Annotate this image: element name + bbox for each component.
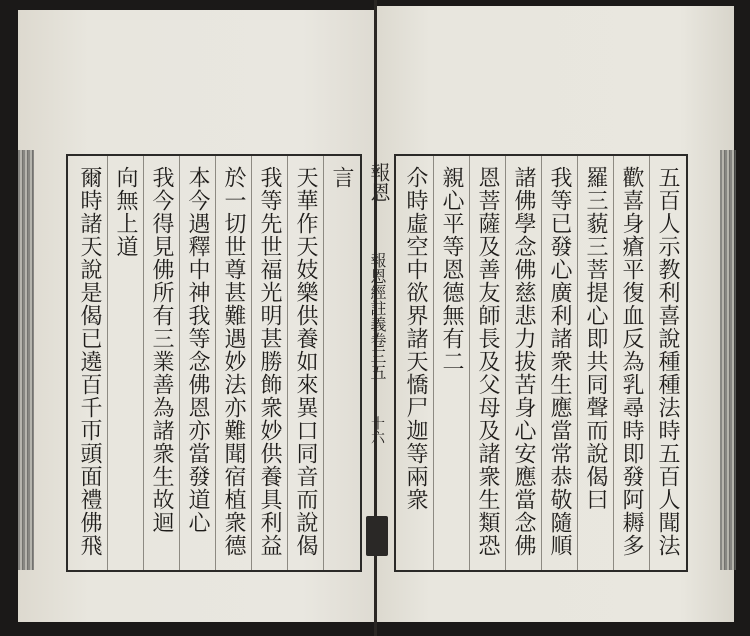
text-column: 天華作天妓樂供養如來異口同音而說偈	[293, 166, 318, 557]
column-rule	[613, 156, 614, 570]
column-rule	[505, 156, 506, 570]
text-column: 本今遇釋中神我等念佛恩亦當發道心	[185, 166, 210, 534]
page-number: 十六	[369, 416, 385, 444]
column-rule	[215, 156, 216, 570]
text-column: 我等先世福光明甚勝飾衆妙供養具利益	[257, 166, 282, 557]
text-column: 五百人示教利喜說種種法時五百人聞法	[655, 166, 680, 557]
center-subtitle: 報恩經註義卷三五	[368, 252, 387, 380]
text-column: 諸佛學念佛慈悲力拔苦身心安應當念佛	[511, 166, 536, 557]
text-column: 於一切世尊甚難遇妙法亦難聞宿植衆德	[221, 166, 246, 557]
column-rule	[323, 156, 324, 570]
left-text-frame	[66, 154, 362, 572]
center-margin	[360, 154, 394, 568]
text-column: 爾時諸天說是偈已遶百千帀頭面禮佛飛	[77, 166, 102, 557]
column-rule	[251, 156, 252, 570]
text-column: 向無上道	[113, 166, 138, 258]
fishtail-block	[366, 516, 388, 556]
text-column: 恩菩薩及善友師長及父母及諸衆生類恐	[475, 166, 500, 557]
column-rule	[433, 156, 434, 570]
center-title: 報恩	[367, 162, 391, 202]
text-column: 我等已發心廣利諸衆生應當常恭敬隨順	[547, 166, 572, 557]
text-column: 歡喜身瘡平復血反為乳尋時即發阿耨多	[619, 166, 644, 557]
column-rule	[179, 156, 180, 570]
left-edge-shadow	[18, 150, 34, 570]
column-rule	[469, 156, 470, 570]
column-rule	[541, 156, 542, 570]
column-rule	[287, 156, 288, 570]
column-rule	[107, 156, 108, 570]
text-column: 言	[329, 166, 354, 189]
right-text-frame	[394, 154, 688, 572]
text-column: 尒時虛空中欲界諸天憍尸迦等兩衆	[403, 166, 428, 511]
column-rule	[649, 156, 650, 570]
column-rule	[577, 156, 578, 570]
text-column: 親心平等恩德無有二	[439, 166, 464, 373]
right-edge-shadow	[720, 150, 736, 570]
text-column: 羅三藐三菩提心即共同聲而說偈曰	[583, 166, 608, 511]
column-rule	[143, 156, 144, 570]
text-column: 我今得見佛所有三業善為諸衆生故迴	[149, 166, 174, 534]
